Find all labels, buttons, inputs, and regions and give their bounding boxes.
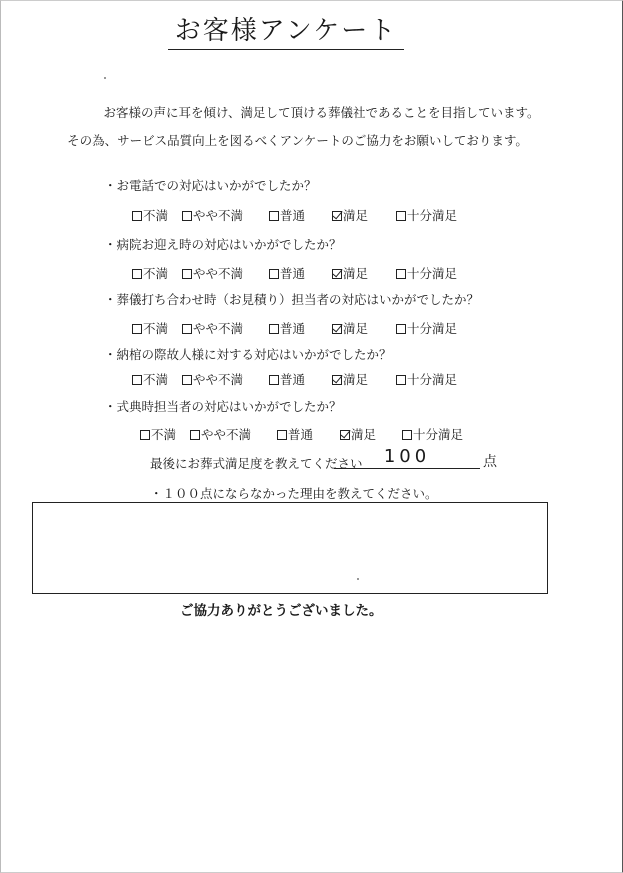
empty-box-icon [140,430,150,440]
option-checkbox[interactable] [132,206,168,224]
empty-box-icon [132,324,142,334]
empty-box-icon [269,375,279,385]
option-checkbox[interactable] [402,425,463,443]
option-label: やや不満 [193,372,244,387]
option-checkbox[interactable] [396,370,457,388]
empty-box-icon [277,430,287,440]
option-label: 満足 [343,266,369,281]
option-label: 十分満足 [407,372,458,387]
question-2: ・病院お迎え時の対応はいかがでしたか？ [104,237,342,252]
option-checkbox[interactable] [269,319,305,337]
empty-box-icon [396,324,406,334]
score-unit: 点 [483,454,497,470]
option-checkbox[interactable] [132,370,168,388]
option-checkbox[interactable] [190,425,251,443]
checked-box-icon [332,211,342,221]
option-label: やや不満 [193,208,244,223]
option-checkbox[interactable] [396,319,457,337]
option-label: やや不満 [201,427,252,442]
question-5: ・式典時担当者の対応はいかがでしたか？ [104,399,342,414]
option-checkbox[interactable] [182,206,243,224]
checked-box-icon [332,375,342,385]
option-label: 不満 [143,372,169,387]
scan-speck [357,578,359,580]
option-checkbox[interactable] [332,319,368,337]
option-checkbox[interactable] [332,370,368,388]
empty-box-icon [396,211,406,221]
option-label: 不満 [151,427,177,442]
empty-box-icon [402,430,412,440]
option-label: やや不満 [193,266,244,281]
option-checkbox[interactable] [182,370,243,388]
option-checkbox[interactable] [132,319,168,337]
option-label: 普通 [280,266,306,281]
option-checkbox[interactable] [340,425,376,443]
option-label: 満足 [343,208,369,223]
empty-box-icon [269,269,279,279]
question-1: ・お電話での対応はいかがでしたか？ [104,178,317,193]
option-label: 不満 [143,208,169,223]
empty-box-icon [190,430,200,440]
option-checkbox[interactable] [396,264,457,282]
option-label: 十分満足 [407,321,458,336]
option-checkbox[interactable] [269,370,305,388]
option-checkbox[interactable] [332,264,368,282]
option-label: 不満 [143,321,169,336]
page-title: お客様アンケート [168,10,404,50]
checked-box-icon [332,324,342,334]
empty-box-icon [182,375,192,385]
checked-box-icon [340,430,350,440]
intro-line-2: その為、サービス品質向上を図るべくアンケートのご協力をお願いしております。 [67,133,528,148]
option-checkbox[interactable] [269,206,305,224]
option-checkbox[interactable] [269,264,305,282]
option-label: 普通 [280,372,306,387]
empty-box-icon [132,269,142,279]
question-3: ・葬儀打ち合わせ時（お見積り）担当者の対応はいかがでしたか？ [104,292,480,307]
checked-box-icon [332,269,342,279]
option-checkbox[interactable] [332,206,368,224]
option-label: 十分満足 [413,427,464,442]
intro-line-1: お客様の声に耳を傾け、満足して頂ける葬儀社であることを目指しています。 [103,105,540,120]
reason-textarea[interactable] [32,502,548,594]
reason-label: ・１００点にならなかった理由を教えてください。 [150,486,438,501]
score-input[interactable]: 100 [334,446,480,469]
option-label: 満足 [351,427,377,442]
empty-box-icon [269,211,279,221]
scan-speck [104,77,106,79]
option-label: 十分満足 [407,208,458,223]
option-label: 不満 [143,266,169,281]
option-checkbox[interactable] [132,264,168,282]
empty-box-icon [396,269,406,279]
option-label: 十分満足 [407,266,458,281]
option-label: やや不満 [193,321,244,336]
option-checkbox[interactable] [182,319,243,337]
empty-box-icon [182,269,192,279]
option-label: 満足 [343,321,369,336]
empty-box-icon [132,375,142,385]
option-checkbox[interactable] [396,206,457,224]
empty-box-icon [396,375,406,385]
question-4: ・納棺の際故人様に対する対応はいかがでしたか？ [104,347,392,362]
option-checkbox[interactable] [140,425,176,443]
empty-box-icon [269,324,279,334]
empty-box-icon [182,211,192,221]
option-checkbox[interactable] [277,425,313,443]
empty-box-icon [182,324,192,334]
thanks-message: ご協力ありがとうございました。 [180,603,383,619]
option-label: 普通 [280,321,306,336]
option-label: 普通 [280,208,306,223]
option-checkbox[interactable] [182,264,243,282]
option-label: 普通 [288,427,314,442]
score-label: 最後にお葬式満足度を教えてください [150,456,363,471]
option-label: 満足 [343,372,369,387]
empty-box-icon [132,211,142,221]
